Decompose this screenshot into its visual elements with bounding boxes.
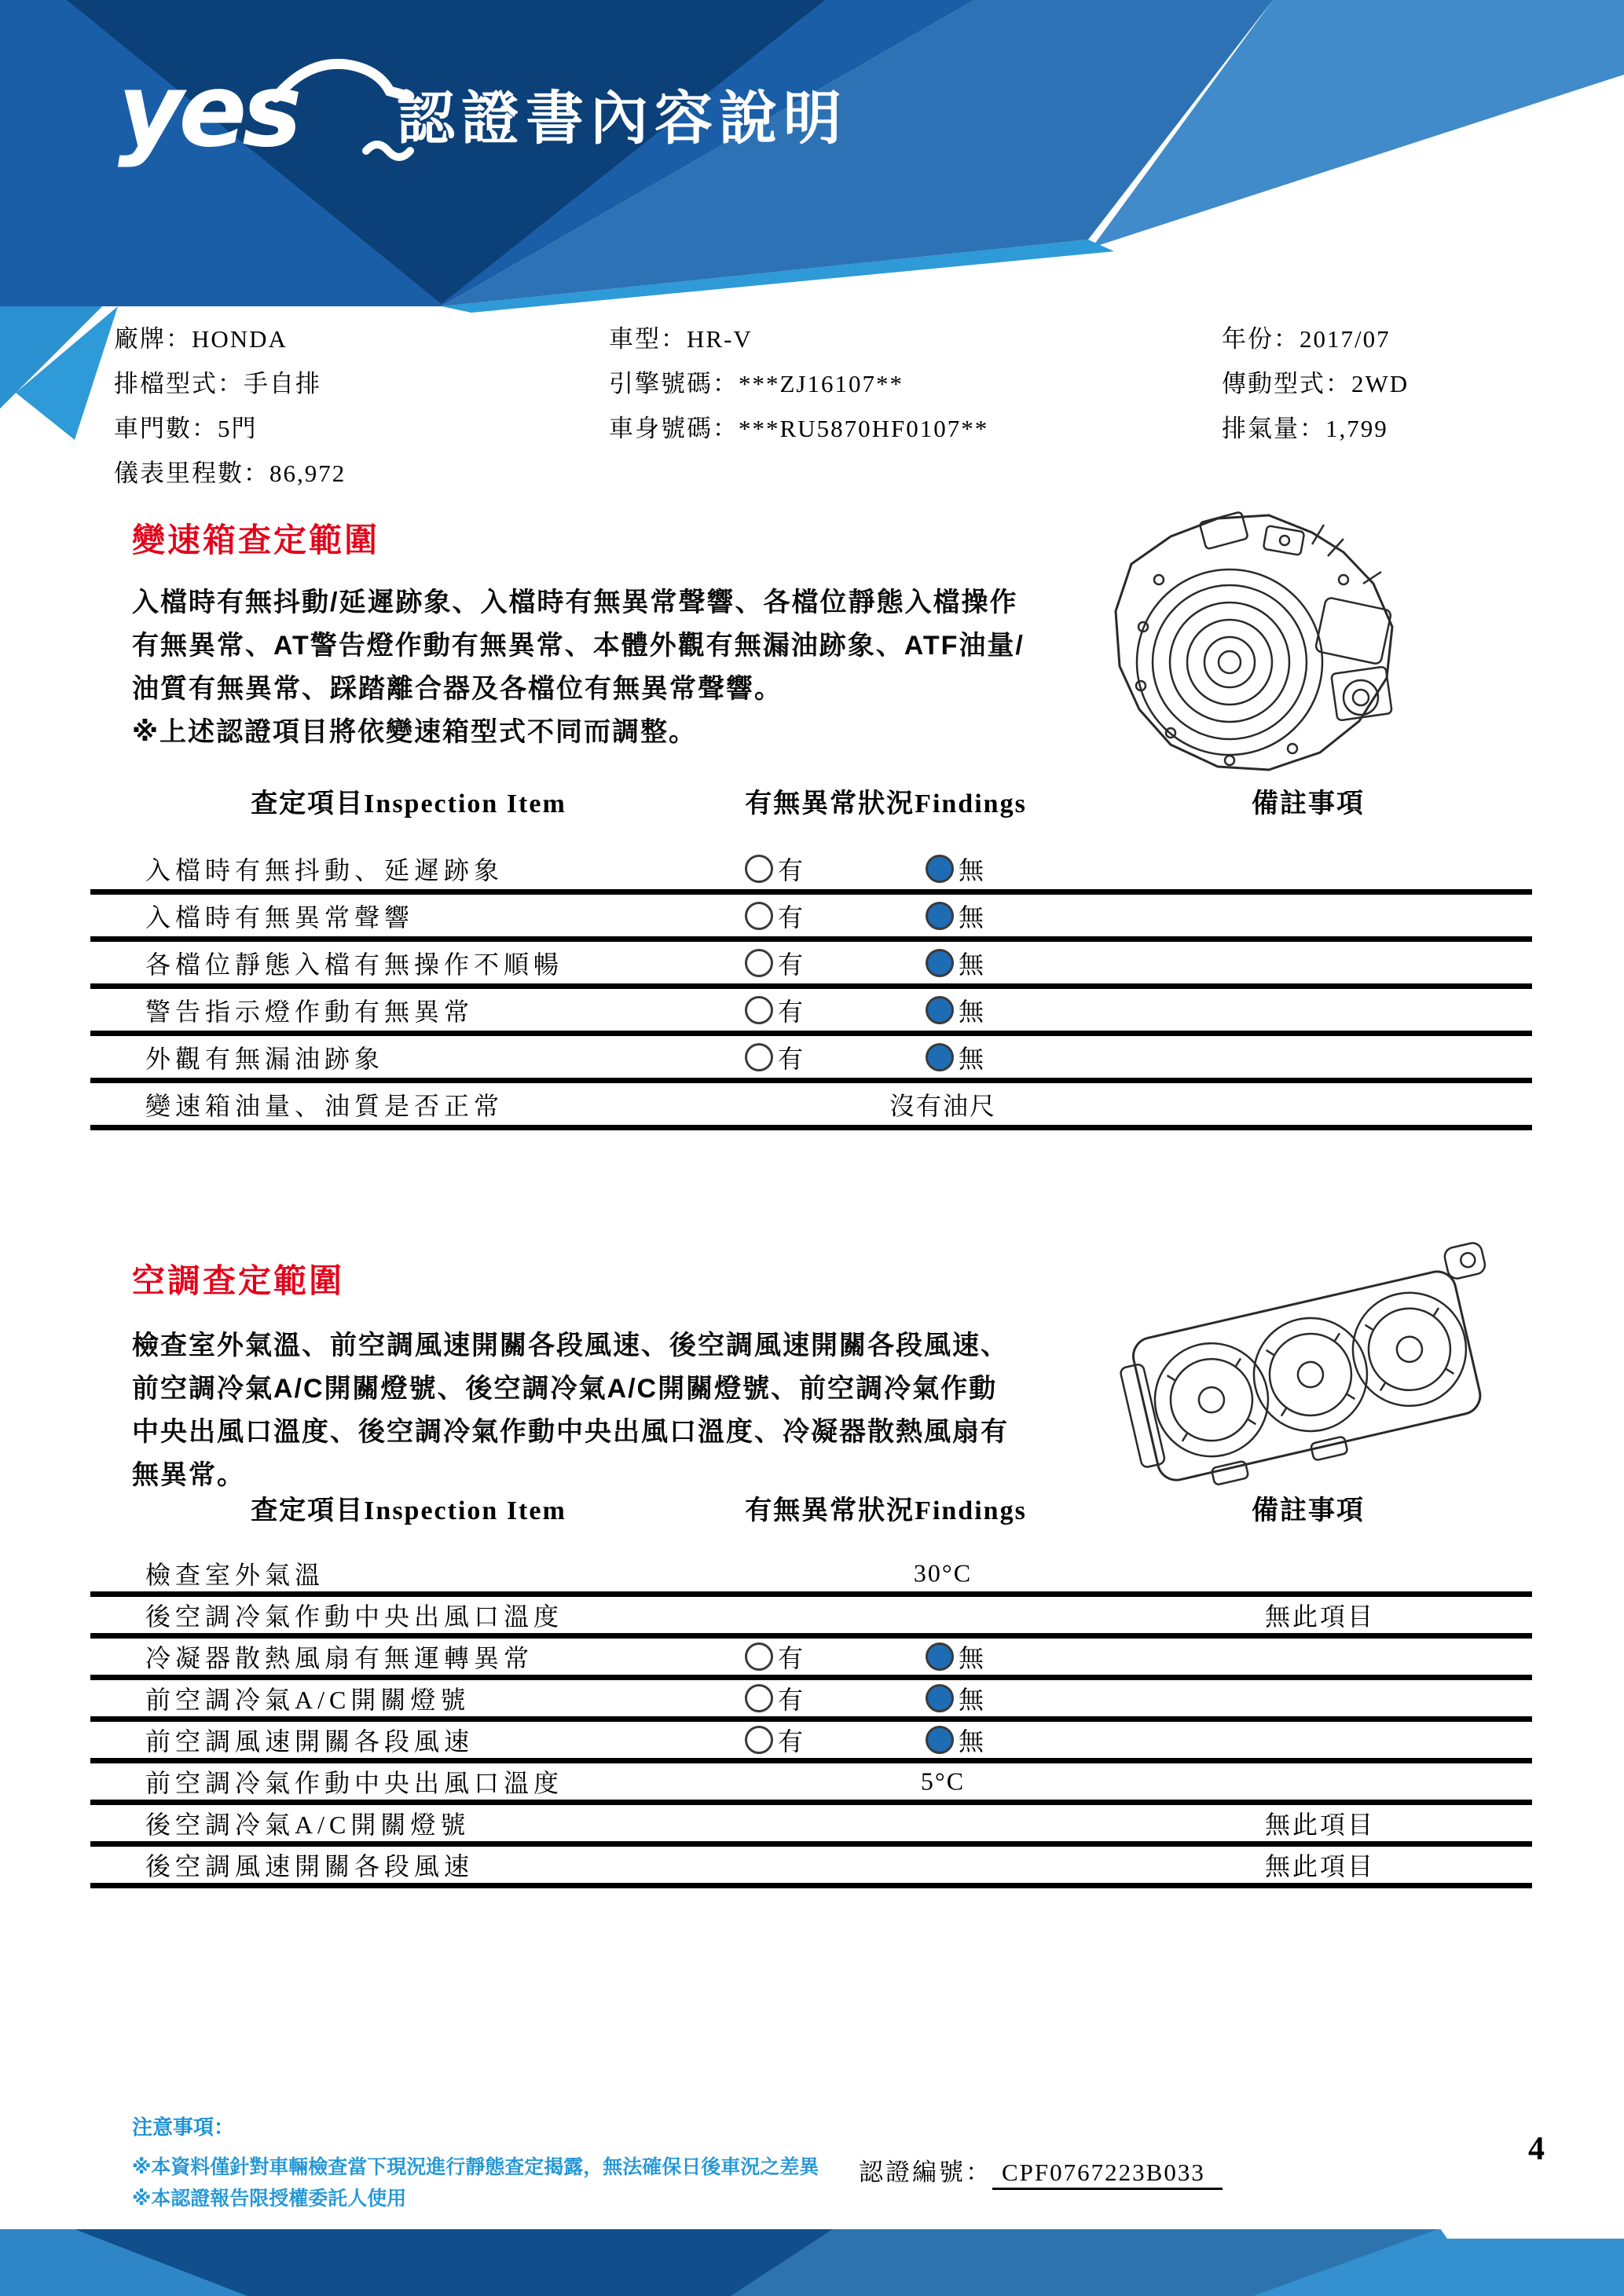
- certification-value: CPF0767223B033: [992, 2159, 1223, 2190]
- table-row: [90, 1597, 1532, 1639]
- header-inspection-item: 查定項目Inspection Item: [251, 1496, 566, 1525]
- radio-yes-label: 有: [778, 1727, 804, 1756]
- radio-no[interactable]: [926, 1639, 984, 1675]
- radio-selected-icon: [926, 949, 954, 977]
- header-findings: 有無異常狀況Findings: [745, 1496, 1027, 1525]
- radio-yes[interactable]: [745, 1722, 803, 1758]
- inspection-item-label: 後空調風速開關各段風速: [145, 1852, 475, 1880]
- header-remarks: 備註事項: [1252, 789, 1365, 818]
- info-label: 儀表里程數：: [114, 460, 269, 487]
- inspection-item-label: 外觀有無漏油跡象: [145, 1044, 385, 1073]
- certification-number: [859, 2152, 1223, 2188]
- remark-value: 無此項目: [1264, 1811, 1375, 1839]
- finding-value: 沒有油尺: [889, 1091, 996, 1120]
- info-value: HR-V: [687, 325, 753, 353]
- table-row: [90, 1036, 1532, 1083]
- table-row: [90, 1805, 1532, 1847]
- table-row: [90, 989, 1532, 1036]
- radio-yes[interactable]: [745, 1039, 803, 1075]
- ac-panel-illustration: [1100, 1210, 1509, 1532]
- radio-no[interactable]: [926, 1722, 984, 1758]
- vehicle-info-line: [114, 364, 346, 408]
- radio-selected-icon: [926, 996, 954, 1024]
- vehicle-info-column-1: [114, 319, 346, 498]
- finding-value: 5°C: [920, 1767, 966, 1796]
- radio-selected-icon: [926, 1043, 954, 1071]
- ac-section-description: [132, 1324, 1130, 1497]
- vehicle-info-line: [114, 319, 346, 364]
- radio-selected-icon: [926, 1684, 954, 1712]
- radio-no[interactable]: [926, 1039, 984, 1075]
- radio-yes-label: 有: [778, 855, 804, 884]
- notes-title: 注意事項：: [132, 2115, 235, 2139]
- vehicle-info-line: [1222, 364, 1409, 408]
- radio-selected-icon: [926, 902, 954, 930]
- table-row: [90, 1722, 1532, 1763]
- vehicle-info-line: [609, 364, 988, 408]
- ac-section-title: 空調查定範圍: [132, 1262, 345, 1299]
- description-line: 無異常。: [132, 1460, 245, 1490]
- radio-circle-icon: [745, 1684, 773, 1712]
- radio-yes[interactable]: [745, 1639, 803, 1675]
- footer-notes: [132, 2111, 819, 2214]
- radio-circle-icon: [745, 855, 773, 883]
- radio-selected-icon: [926, 855, 954, 883]
- radio-no-label: 無: [959, 903, 984, 932]
- radio-circle-icon: [745, 902, 773, 930]
- table-rows: [90, 848, 1532, 1130]
- radio-yes-label: 有: [778, 903, 804, 932]
- description-line: ※上述認證項目將依變速箱型式不同而調整。: [132, 717, 698, 747]
- transmission-section-description: [132, 581, 1130, 754]
- radio-no-label: 無: [959, 1686, 984, 1714]
- info-value: 手自排: [244, 370, 321, 397]
- radio-yes[interactable]: [745, 851, 803, 887]
- radio-selected-icon: [926, 1726, 954, 1754]
- note-line: ※本資料僅針對車輛檢查當下現況進行靜態查定揭露，無法確保日後車況之差異: [132, 2156, 819, 2178]
- transmission-illustration: [1084, 509, 1430, 780]
- description-line: 中央出風口溫度、後空調冷氣作動中央出風口溫度、冷凝器散熱風扇有: [132, 1417, 1009, 1447]
- table-header-row: [90, 1489, 1532, 1528]
- radio-no-label: 無: [959, 1644, 984, 1672]
- table-header-row: [90, 782, 1532, 821]
- inspection-item-label: 入檔時有無抖動、延遲跡象: [145, 855, 504, 884]
- table-row: [90, 1763, 1532, 1805]
- info-label: 廠牌：: [114, 325, 192, 353]
- inspection-item-label: 冷凝器散熱風扇有無運轉異常: [145, 1644, 534, 1672]
- table-rows: [90, 1555, 1532, 1888]
- radio-yes-label: 有: [778, 1044, 804, 1073]
- info-value: 2017/07: [1300, 325, 1391, 353]
- inspection-item-label: 後空調冷氣A/C開關燈號: [145, 1811, 471, 1839]
- info-label: 排氣量：: [1222, 415, 1325, 442]
- radio-no[interactable]: [926, 898, 984, 934]
- radio-circle-icon: [745, 1726, 773, 1754]
- vehicle-info-line: [609, 408, 988, 453]
- radio-circle-icon: [745, 1043, 773, 1071]
- inspection-item-label: 前空調冷氣作動中央出風口溫度: [145, 1769, 564, 1797]
- inspection-item-label: 後空調冷氣作動中央出風口溫度: [145, 1602, 564, 1631]
- remark-value: 無此項目: [1264, 1852, 1375, 1880]
- table-row: [90, 1555, 1532, 1597]
- header-remarks: 備註事項: [1252, 1496, 1365, 1525]
- radio-yes-label: 有: [778, 997, 804, 1026]
- vehicle-info-line: [609, 319, 988, 364]
- table-row: [90, 895, 1532, 942]
- radio-yes[interactable]: [745, 945, 803, 981]
- ac-table: [90, 1489, 1532, 1888]
- table-row: [90, 1083, 1532, 1130]
- vehicle-info-line: [114, 408, 346, 453]
- radio-no[interactable]: [926, 851, 984, 887]
- radio-yes-label: 有: [778, 950, 804, 979]
- radio-no-label: 無: [959, 950, 984, 979]
- radio-no[interactable]: [926, 945, 984, 981]
- description-line: 前空調冷氣A/C開關燈號、後空調冷氣A/C開關燈號、前空調冷氣作動: [132, 1374, 998, 1404]
- table-row: [90, 1680, 1532, 1722]
- info-value: 5門: [218, 415, 258, 442]
- info-value: ***ZJ16107**: [739, 370, 904, 397]
- footer-banner-graphic: [0, 2223, 1624, 2296]
- transmission-table: [90, 782, 1532, 1130]
- radio-no-label: 無: [959, 1044, 984, 1073]
- radio-circle-icon: [745, 996, 773, 1024]
- vehicle-info-line: [1222, 408, 1409, 453]
- radio-yes[interactable]: [745, 1680, 803, 1716]
- info-value: HONDA: [192, 325, 288, 353]
- vehicle-info-line: [1222, 319, 1409, 364]
- yes-logo-text: yes: [118, 53, 298, 170]
- inspection-item-label: 各檔位靜態入檔有無操作不順暢: [145, 950, 564, 979]
- info-label: 傳動型式：: [1222, 370, 1351, 397]
- info-label: 年份：: [1222, 325, 1300, 353]
- inspection-item-label: 入檔時有無異常聲響: [145, 903, 415, 932]
- transmission-section-title: 變速箱查定範圍: [132, 522, 380, 558]
- finding-value: 30°C: [913, 1558, 973, 1587]
- radio-no-label: 無: [959, 1727, 984, 1756]
- inspection-item-label: 警告指示燈作動有無異常: [145, 997, 475, 1026]
- info-value: 1,799: [1325, 415, 1388, 442]
- info-label: 車身號碼：: [609, 415, 739, 442]
- radio-no[interactable]: [926, 992, 984, 1028]
- inspection-item-label: 前空調風速開關各段風速: [145, 1727, 475, 1756]
- vehicle-info-line: [114, 453, 346, 498]
- table-row: [90, 1847, 1532, 1888]
- radio-no-label: 無: [959, 997, 984, 1026]
- info-label: 引擎號碼：: [609, 370, 739, 397]
- yes-logo: [118, 53, 416, 179]
- description-line: 油質有無異常、踩踏離合器及各檔位有無異常聲響。: [132, 674, 783, 704]
- inspection-item-label: 檢查室外氣溫: [145, 1561, 325, 1589]
- page-number: 4: [1528, 2131, 1545, 2167]
- info-value: 2WD: [1351, 370, 1410, 397]
- table-row: [90, 848, 1532, 895]
- info-value: ***RU5870HF0107**: [739, 415, 989, 442]
- radio-selected-icon: [926, 1642, 954, 1671]
- header-findings: 有無異常狀況Findings: [745, 789, 1027, 818]
- radio-circle-icon: [745, 1642, 773, 1671]
- radio-no-label: 無: [959, 855, 984, 884]
- info-value: 86,972: [269, 460, 346, 487]
- table-row: [90, 942, 1532, 989]
- info-label: 車門數：: [114, 415, 218, 442]
- vehicle-info-column-2: [609, 319, 988, 453]
- radio-yes-label: 有: [778, 1686, 804, 1714]
- certification-label: 認證編號：: [859, 2159, 992, 2186]
- radio-no[interactable]: [926, 1680, 984, 1716]
- radio-circle-icon: [745, 949, 773, 977]
- remark-value: 無此項目: [1264, 1602, 1375, 1631]
- description-line: 檢查室外氣溫、前空調風速開關各段風速、後空調風速開關各段風速、: [132, 1331, 1009, 1360]
- radio-yes[interactable]: [745, 992, 803, 1028]
- radio-yes[interactable]: [745, 898, 803, 934]
- header-inspection-item: 查定項目Inspection Item: [251, 789, 566, 818]
- info-label: 車型：: [609, 325, 687, 353]
- description-line: 入檔時有無抖動/延遲跡象、入檔時有無異常聲響、各檔位靜態入檔操作: [132, 588, 1018, 617]
- inspection-item-label: 變速箱油量、油質是否正常: [145, 1091, 504, 1120]
- radio-yes-label: 有: [778, 1644, 804, 1672]
- description-line: 有無異常、AT警告燈作動有無異常、本體外觀有無漏油跡象、ATF油量/: [132, 631, 1025, 661]
- vehicle-info-column-3: [1222, 319, 1409, 453]
- info-label: 排檔型式：: [114, 370, 244, 397]
- page-title: 認證書內容說明: [397, 86, 848, 151]
- note-line: ※本認證報告限授權委託人使用: [132, 2188, 407, 2210]
- table-row: [90, 1639, 1532, 1680]
- inspection-item-label: 前空調冷氣A/C開關燈號: [145, 1686, 471, 1714]
